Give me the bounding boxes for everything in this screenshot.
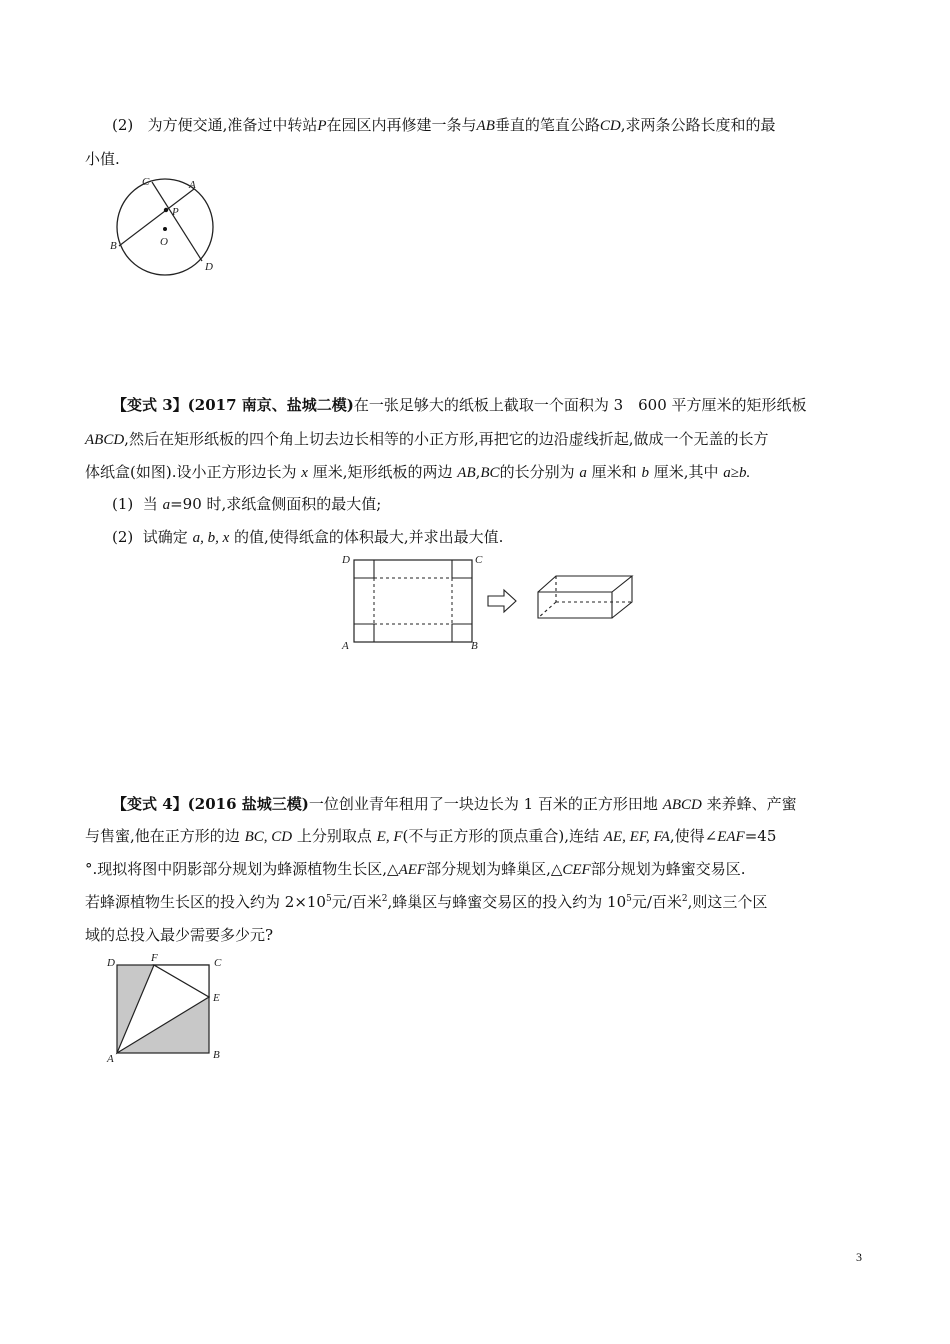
variant3-text: 当	[142, 495, 158, 513]
var-ABCD: ABCD	[85, 432, 125, 448]
label-a: A	[107, 1053, 114, 1065]
variant3-q1	[112, 494, 381, 515]
variant4-line2	[85, 826, 776, 847]
var-ABCD: ABCD	[662, 797, 702, 813]
variant3-text: 厘米,矩形纸板的两边	[312, 463, 453, 481]
corner-square	[452, 560, 472, 578]
var-AB: AB	[476, 118, 495, 134]
q2-number: (2)	[112, 116, 134, 134]
q2-number: (2)	[112, 528, 134, 546]
label-a: A	[342, 640, 349, 652]
variant4-text: =45	[744, 827, 777, 845]
variant3-text: 体纸盒(如图).设小正方形边长为	[85, 463, 297, 481]
variant4-line5: 域的总投入最少需要多少元?	[85, 926, 274, 944]
corner-square	[452, 624, 472, 642]
var-AB: AB	[457, 465, 476, 481]
label-d: D	[107, 957, 115, 969]
q1-number: (1)	[112, 495, 134, 513]
variant3-text: 厘米和	[591, 463, 637, 481]
variant3-text: 的长分别为	[499, 463, 575, 481]
var-AE-EF-FA: AE, EF, FA	[603, 829, 670, 845]
exponent: 5	[626, 894, 632, 904]
label-b: B	[213, 1049, 220, 1061]
variant3-text: 试确定	[142, 528, 188, 546]
var-P: P	[317, 118, 327, 134]
variant4-text: 与售蜜,他在正方形的边	[85, 827, 240, 845]
corner-square	[354, 624, 374, 642]
box-net-figure	[338, 550, 638, 655]
square-field-figure	[105, 950, 230, 1065]
label-a: A	[189, 179, 196, 191]
variant3-text: 在一张足够大的纸板上截取一个面积为 3 600 平方厘米的矩形纸板	[353, 396, 807, 414]
chord-ab	[119, 189, 194, 246]
variant4-text: 上分别取点	[296, 827, 372, 845]
variant3-text: ,	[475, 463, 481, 481]
variant4-text: 元/百米	[631, 893, 682, 911]
label-p: P	[172, 206, 179, 218]
label-d: D	[342, 554, 350, 566]
variant3-line3	[85, 462, 750, 483]
var-CD: CD	[599, 118, 621, 134]
variant4-text: ,则这三个区	[687, 893, 768, 911]
q2-text: 垂直的笔直公路	[494, 116, 600, 134]
cardboard-rect	[354, 560, 472, 642]
var-abx: a, b, x	[192, 530, 230, 546]
var-condition: a≥b.	[723, 465, 751, 481]
point-o	[163, 227, 167, 231]
label-f: F	[151, 952, 158, 964]
label-o: O	[160, 236, 168, 248]
var-b: b	[641, 465, 649, 481]
q2-text: 为方便交通,准备过中转站	[147, 116, 318, 134]
label-b: B	[110, 240, 117, 252]
open-box	[538, 576, 632, 618]
variant4-text: 部分规划为蜂蜜交易区.	[590, 860, 746, 878]
variant4-line4	[85, 892, 767, 912]
variant4-text: (不与正方形的顶点重合),连结	[402, 827, 599, 845]
var-BC: BC	[480, 465, 500, 481]
variant4-text: ,使得∠	[669, 827, 718, 845]
variant4-text: °.现拟将图中阴影部分规划为蜂源植物生长区,△	[85, 860, 399, 878]
variant3-line2	[85, 429, 768, 450]
q2-text: ,求两条公路长度和的最	[620, 116, 776, 134]
circle-figure	[105, 175, 225, 280]
label-c: C	[142, 176, 150, 188]
variant3-text: 厘米,其中	[653, 463, 719, 481]
page-number: 3	[856, 1250, 862, 1264]
var-AEF: AEF	[398, 862, 427, 878]
var-a: a	[579, 465, 587, 481]
exponent: 2	[681, 894, 688, 904]
variant3-text: ,然后在矩形纸板的四个角上切去边长相等的小正方形,再把它的边沿虚线折起,做成一个无盖的长方	[124, 430, 769, 448]
exponent: 5	[325, 894, 332, 904]
label-c: C	[214, 957, 222, 969]
variant4-text: 一位创业青年租用了一块边长为 1 百米的正方形田地	[308, 795, 658, 813]
variant4-text: 部分规划为蜂巢区,△	[426, 860, 563, 878]
problem2-q2-line2: 小值.	[85, 150, 120, 168]
label-d: D	[205, 261, 213, 273]
variant3-line1	[112, 395, 807, 415]
arrow-right-icon	[488, 590, 516, 612]
var-BC-CD: BC, CD	[244, 829, 293, 845]
point-p	[164, 208, 168, 212]
var-x: x	[301, 465, 308, 481]
label-b: B	[471, 640, 478, 652]
var-EF: E, F	[376, 829, 403, 845]
variant3-text: 的值,使得纸盒的体积最大,并求出最大值.	[234, 528, 504, 546]
label-e: E	[213, 992, 220, 1004]
variant4-text: 若蜂源植物生长区的投入约为 2×10	[85, 893, 326, 911]
var-CEF: CEF	[562, 862, 591, 878]
var-a: a	[162, 497, 171, 513]
var-EAF: EAF	[717, 829, 745, 845]
label-c: C	[475, 554, 483, 566]
chord-cd	[152, 182, 202, 261]
variant4-text: ,蜂巢区与蜂蜜交易区的投入约为 10	[387, 893, 627, 911]
problem2-q2-line1	[112, 115, 776, 136]
variant3-text: =90 时,求纸盒侧面积的最大值;	[170, 495, 382, 513]
exponent: 2	[381, 894, 388, 904]
variant3-tag: 【变式 3】(2017 南京、盐城二模)	[112, 396, 354, 414]
q2-text: 在园区内再修建一条与	[326, 116, 477, 134]
variant4-line3	[85, 859, 746, 880]
variant4-line1	[112, 794, 797, 815]
corner-square	[354, 560, 374, 578]
variant4-text: 元/百米	[331, 893, 382, 911]
variant4-tag: 【变式 4】(2016 盐城三模)	[112, 795, 309, 813]
variant3-q2	[112, 527, 503, 548]
variant4-text: 来养蜂、产蜜	[706, 795, 797, 813]
